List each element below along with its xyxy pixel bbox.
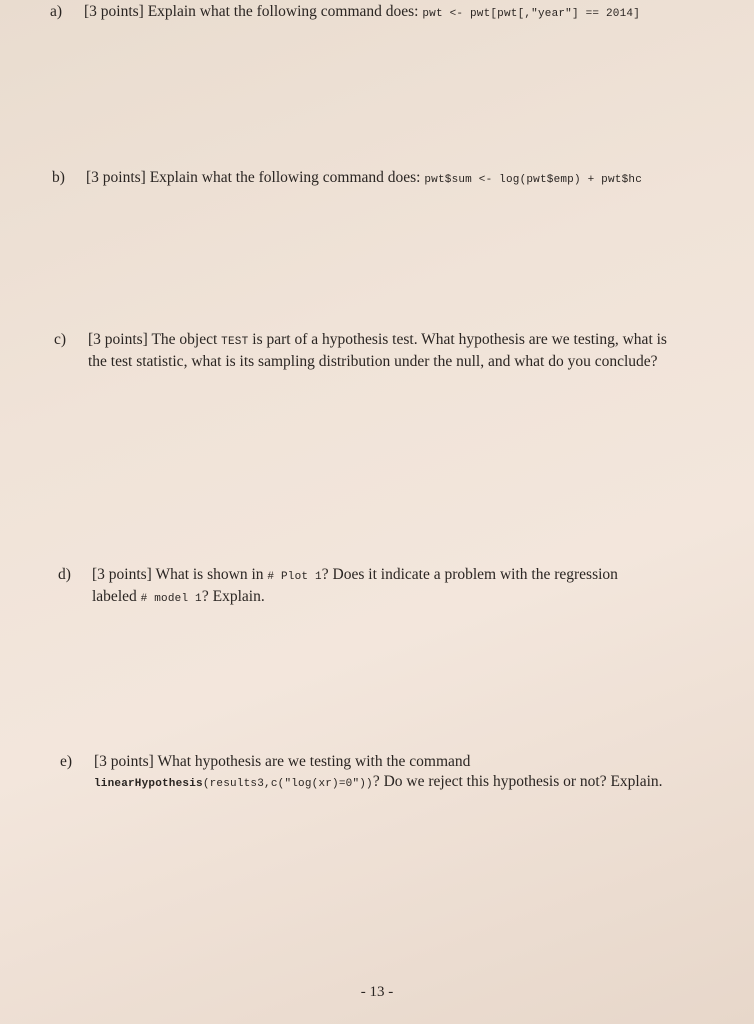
- question-a-code: pwt <- pwt[pwt[,"year"] == 2014]: [422, 8, 640, 20]
- question-c-body: [88, 330, 684, 372]
- question-d-code-model: # model 1: [140, 593, 202, 605]
- question-a-text: [3 points] Explain what the following command does:: [84, 3, 423, 20]
- question-d-text-mid: ? Does it indicate a problem with the regression labeled: [92, 566, 618, 605]
- page-number: - 13 -: [360, 984, 394, 1000]
- question-e-code-args: (results3,c("log(xr)=0")): [202, 778, 373, 790]
- question-d-code-plot: # Plot 1: [267, 571, 322, 583]
- question-d-body: [92, 565, 652, 609]
- question-e-label: e): [60, 753, 73, 770]
- question-a-body: [84, 2, 744, 24]
- question-d-text-before: [3 points] What is shown in: [92, 566, 268, 583]
- question-a-label: a): [50, 3, 63, 20]
- question-c-text-before: [3 points] The object: [88, 331, 222, 348]
- question-b-text: [3 points] Explain what the following command does:: [86, 169, 425, 186]
- question-b-code: pwt$sum <- log(pwt$emp) + pwt$hc: [424, 174, 642, 186]
- question-b-body: [86, 168, 726, 190]
- question-d-label: d): [58, 566, 71, 583]
- question-e-body: [94, 752, 714, 794]
- question-e-line1: [3 points] What hypothesis are we testing with the command: [94, 753, 471, 770]
- question-c-code: TEST: [221, 336, 249, 348]
- question-c-text-after: is part of a hypothesis test. What hypothesis are we testing, what is the test statistic, what is its sampling distribution under the null, and what do you conclude?: [88, 331, 667, 370]
- question-d-text-after: ? Explain.: [201, 588, 265, 605]
- question-e-code: [94, 778, 373, 790]
- question-e-text-after: ? Do we reject this hypothesis or not? Explain.: [372, 773, 663, 790]
- question-c-label: c): [54, 331, 67, 348]
- question-b-label: b): [52, 169, 65, 186]
- question-e-code-fn: linearHypothesis: [94, 778, 203, 790]
- question-e-line2: [94, 772, 714, 794]
